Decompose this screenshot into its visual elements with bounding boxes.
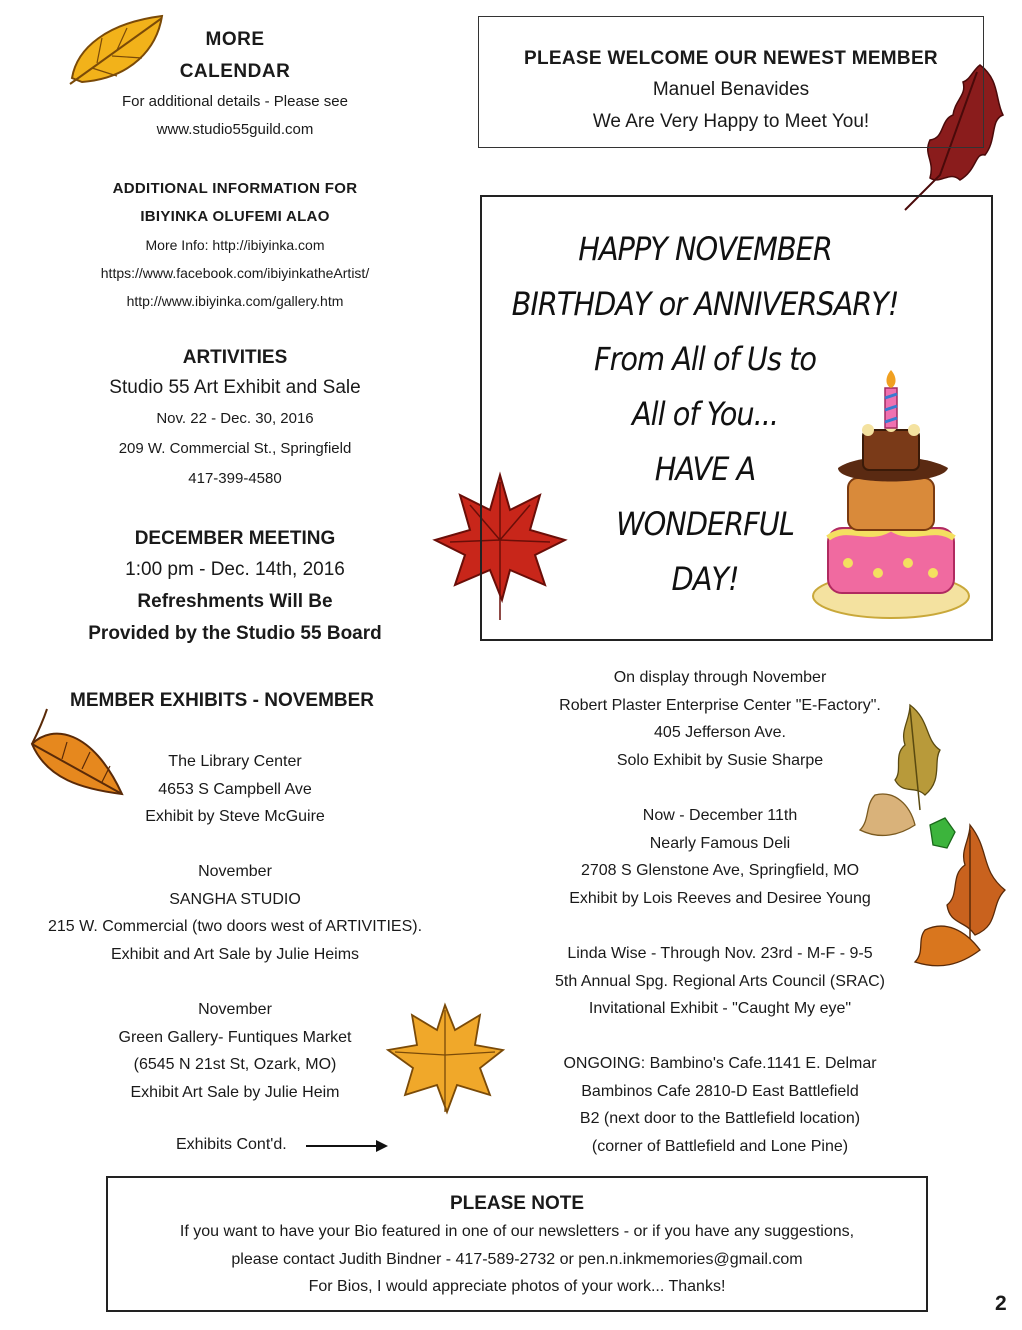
exhibit-line: Bambinos Cafe 2810-D East Battlefield [581,1082,859,1100]
page-number: 2 [995,1292,1007,1315]
exhibit-line: (6545 N 21st St, Ozark, MO) [133,1056,337,1073]
welcome-name: Manuel Benavides [652,79,810,100]
birthday-line: BIRTHDAY or ANNIVERSARY! [511,285,899,323]
december-meeting-line-1: 1:00 pm - Dec. 14th, 2016 [125,559,345,580]
additional-info-title-1: ADDITIONAL INFORMATION FOR [112,180,358,197]
please-note-title: PLEASE NOTE [449,1193,585,1214]
additional-info-link-2[interactable]: https://www.facebook.com/ibiyinkatheArtist/ [100,265,370,281]
birthday-line: HAPPY NOVEMBER [578,230,832,268]
more-calendar-section [95,24,375,144]
additional-info-title-2: IBIYINKA OLUFEMI ALAO [140,208,330,225]
artivities-line-4: 417-399-4580 [188,470,282,487]
exhibit-line: SANGHA STUDIO [169,890,301,908]
birthday-message [495,222,915,607]
exhibit-item [520,940,920,1023]
december-meeting-section [50,524,420,650]
arrow-right-icon [306,1138,390,1154]
more-calendar-title-2: CALENDAR [179,61,291,82]
exhibit-line: Exhibit and Art Sale by Julie Heims [110,945,360,963]
exhibit-line: On display through November [613,669,827,686]
december-meeting-line-2: Refreshments Will Be [137,591,333,612]
exhibit-item [520,802,920,912]
artivities-line-1: Studio 55 Art Exhibit and Sale [109,377,361,398]
please-note-box [106,1176,928,1312]
exhibit-line: 405 Jefferson Ave. [654,724,786,741]
exhibit-line: The Library Center [168,753,302,770]
exhibit-line: Exhibit by Lois Reeves and Desiree Young [569,889,871,907]
exhibit-line: 215 W. Commercial (two doors west of ARTIVITIES). [47,918,423,935]
exhibits-continued-label: Exhibits Cont'd. [176,1136,287,1153]
exhibit-line: ONGOING: Bambino's Cafe.1141 E. Delmar [563,1055,877,1072]
please-note-line-1: If you want to have your Bio featured in one of our newsletters - or if you have any suggestions, [179,1223,855,1240]
exhibit-line: Linda Wise - Through Nov. 23rd - M-F - 9-5 [567,945,873,962]
welcome-message: We Are Very Happy to Meet You! [592,111,870,132]
exhibit-line: Solo Exhibit by Susie Sharpe [616,751,824,769]
exhibit-line: Robert Plaster Enterprise Center "E-Factory". [559,696,881,714]
exhibit-line: B2 (next door to the Battlefield location) [579,1110,861,1127]
please-note-line-3: For Bios, I would appreciate photos of your work... Thanks! [308,1278,726,1295]
additional-info-link-3[interactable]: http://www.ibiyinka.com/gallery.htm [126,293,344,309]
artivities-line-2: Nov. 22 - Dec. 30, 2016 [156,410,314,427]
exhibit-item [15,996,455,1106]
exhibit-item [15,858,455,968]
exhibit-line: Exhibit by Steve McGuire [145,808,325,825]
birthday-line: All of You... [631,395,779,433]
exhibit-item [15,748,455,831]
birthday-line: From All of Us to [594,340,816,378]
exhibit-line: Invitational Exhibit - "Caught My eye" [588,1000,852,1017]
exhibit-line: November [198,1001,272,1018]
more-calendar-link[interactable]: www.studio55guild.com [156,121,314,138]
more-calendar-title-1: MORE [205,29,265,50]
exhibit-item [520,664,920,774]
exhibit-line: 4653 S Campbell Ave [158,780,312,798]
member-exhibits-title: MEMBER EXHIBITS - NOVEMBER [70,690,375,711]
additional-info-link-1[interactable]: More Info: http://ibiyinka.com [145,237,325,253]
exhibit-line: 2708 S Glenstone Ave, Springfield, MO [580,862,860,879]
exhibit-line: Exhibit Art Sale by Julie Heim [130,1083,340,1101]
exhibit-line: November [198,863,272,880]
welcome-box [478,16,984,148]
exhibit-item [520,1050,920,1160]
please-note-line-2: please contact Judith Bindner - 417-589-2732 or pen.n.inkmemories@gmail.com [231,1250,803,1268]
exhibit-line: Green Gallery- Funtiques Market [118,1028,352,1046]
december-meeting-line-3: Provided by the Studio 55 Board [88,623,382,644]
welcome-title: PLEASE WELCOME OUR NEWEST MEMBER [524,48,938,69]
more-calendar-line-1: For additional details - Please see [122,93,348,110]
exhibit-line: 5th Annual Spg. Regional Arts Council (SRAC) [555,972,885,990]
december-meeting-title: DECEMBER MEETING [134,528,336,549]
artivities-title: ARTIVITIES [182,347,288,368]
birthday-line: WONDERFUL [616,505,794,543]
birthday-line: DAY! [671,560,739,598]
exhibit-line: Now - December 11th [642,807,798,824]
exhibit-line: (corner of Battlefield and Lone Pine) [591,1137,849,1155]
birthday-line: HAVE A [654,450,756,488]
additional-info-section [40,175,430,315]
artivities-line-3: 209 W. Commercial St., Springfield [118,440,352,457]
artivities-section [60,344,410,494]
exhibit-line: Nearly Famous Deli [649,834,791,852]
